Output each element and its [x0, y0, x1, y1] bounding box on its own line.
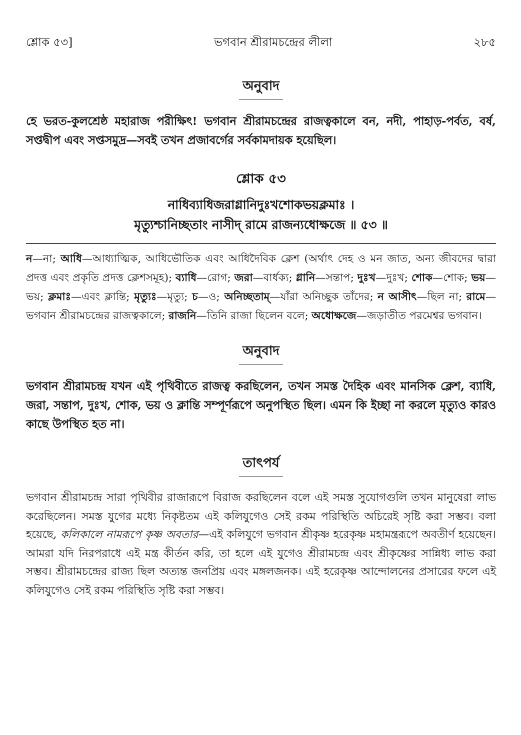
synonym-meaning: —রোগ;: [196, 272, 235, 284]
translation-verse-53: ভগবান শ্রীরামচন্দ্র যখন এই পৃথিবীতে রাজত্ব করছিলেন, তখন সমস্ত দৈহিক এবং মানসিক ক্লেশ, ব্যাধি, জরা, সন্তাপ, দুঃখ, শোক, ভয় ও ক্লান্তি সম্পূর্ণরূপে অনুপস্থিত ছিল। এমন কি ইচ্ছা না করলে মৃত্যুও কারও কাছে উপস্থিত হত না।: [26, 379, 496, 431]
synonym-term: ন: [26, 253, 33, 265]
header-chapter-title: ভগবান শ্রীরামচন্দ্রের লীলা: [213, 35, 333, 49]
verse-line-1: নাধিব্যাধিজরাগ্লানিদুঃখশোকভয়ক্লমাঃ ।: [167, 197, 355, 212]
synonym-term: রামে: [466, 291, 486, 303]
translation-prev-verse: হে ভরত-কুলশ্রেষ্ঠ মহারাজ পরীক্ষিৎ! ভগবান শ্রীরামচন্দ্রের রাজত্বকালে বন, নদী, পাহাড়-পর্বত, বর্ষ, সপ্তদ্বীপ এবং সপ্তসমুদ্র—সবই তখন প্রজাবর্গের সর্বকামদায়ক হয়েছিল।: [26, 114, 496, 147]
purport-heading: তাৎপর্য: [239, 454, 284, 477]
synonym-meaning: —জড়াতীত পরমেশ্বর ভগবান।: [356, 310, 482, 322]
synonym-term: জরা: [234, 272, 253, 284]
translation-heading-wrap-2: [26, 340, 496, 371]
running-head: [26, 34, 496, 53]
sanskrit-verse: [26, 195, 496, 235]
synonym-term: মৃত্যুঃ: [134, 291, 157, 303]
purport-text: [26, 489, 496, 600]
synonym-meaning: —ও;: [197, 291, 225, 303]
synonym-meaning: —যাঁরা অনিচ্ছুক তাঁদের;: [269, 291, 378, 303]
purport-part-1: ভগবান শ্রীরামচন্দ্র সারা পৃথিবীর রাজারূপে বিরাজ করছিলেন বলে এই সমস্ত সুযোগগুলি তখন মানুষেরা লাভ করেছিলেন। সমস্ত যুগের মধ্যে নিকৃষ্টতম এই কলিযুগেও সেই রকম পরিস্থিতি অচিরেই সৃষ্টি করা সম্ভব। বলা হয়েছে,: [26, 491, 496, 541]
synonym-meaning: —দুঃখ;: [375, 272, 412, 284]
synonym-meaning: —এবং ক্লান্তি;: [70, 291, 135, 303]
synonym-term: অধোক্ষজে: [311, 310, 357, 322]
synonym-term: ন আসীৎ: [377, 291, 417, 303]
synonym-term: দুঃখ: [357, 272, 376, 284]
page: [26, 34, 496, 600]
synonym-term: ভয়: [471, 272, 486, 284]
synonym-term: ব্যাধি: [175, 272, 197, 284]
synonym-meaning: —ভগবান শ্রীরামচন্দ্রের রাজত্বকালে;: [26, 291, 497, 322]
purport-part-2: —এই কলিযুগে ভগবান শ্রীকৃষ্ণ হরেকৃষ্ণ মহামন্ত্ররূপে অবতীর্ণ হয়েছেন। আমরা যদি নিরপরাধে এই মন্ত্র কীর্তন করি, তা হলে এই যুগেও শ্রীরামচন্দ্র এবং শ্রীকৃষ্ণের সান্নিধ্য লাভ করা সম্ভব। শ্রীরামচন্দ্রের রাজ্য ছিল অত্যন্ত জনপ্রিয় এবং মঙ্গলজনক। এই হরেকৃষ্ণ আন্দোলনের প্রসারের ফলে এই কলিযুগেও সেই রকম পরিস্থিতি সৃষ্টি করা সম্ভব।: [26, 528, 497, 597]
verse-title: শ্লোক ৫৩: [236, 171, 286, 187]
translation-heading: অনুবাদ: [239, 77, 284, 100]
synonym-meaning: —ছিল না;: [416, 291, 467, 303]
synonym-term: গ্লানি: [295, 272, 316, 284]
word-for-word-synonyms: [26, 250, 496, 326]
synonym-meaning: —তিনি রাজা ছিলেন বলে;: [196, 310, 312, 322]
purport-quote: কলিকালে নামরূপে কৃষ্ণ অবতার: [60, 528, 199, 541]
synonym-term: আধি: [60, 253, 82, 265]
translation-heading-2: অনুবাদ: [239, 342, 284, 365]
purport-heading-wrap: [26, 452, 496, 483]
synonym-meaning: —না;: [32, 253, 61, 265]
translation-heading-wrap: [26, 75, 496, 106]
synonym-meaning: —সন্তাপ;: [315, 272, 358, 284]
page-number: ২৮৫: [473, 35, 496, 49]
synonym-meaning: —বার্ধক্য;: [252, 272, 296, 284]
header-verse-ref: শ্লোক ৫৩]: [26, 35, 73, 49]
divider: [26, 243, 496, 244]
synonym-meaning: —মৃত্যু;: [156, 291, 193, 303]
synonym-term: শোক: [411, 272, 433, 284]
synonym-meaning: —শোক;: [432, 272, 472, 284]
synonym-term: চ: [192, 291, 198, 303]
synonym-term: অনিচ্ছতাম্: [224, 291, 270, 303]
synonym-meaning: —ভয়;: [26, 272, 496, 303]
synonym-meaning: —আধ্যাত্মিক, আধিভৌতিক এবং আধিদৈবিক ক্লেশ (অর্থাৎ দেহ ও মন জাত, অন্য জীবদের দ্বারা প্রদত্ত এবং প্রকৃতি প্রদত্ত ক্লেশসমূহ);: [26, 253, 496, 284]
verse-line-2: মৃত্যুশ্চানিচ্ছতাং নাসীদ্ রামে রাজন্যধোক্ষজে ॥ ৫৩ ॥: [134, 217, 388, 232]
synonym-term: রাজনি: [168, 310, 197, 322]
synonym-term: ক্লমাঃ: [48, 291, 71, 303]
